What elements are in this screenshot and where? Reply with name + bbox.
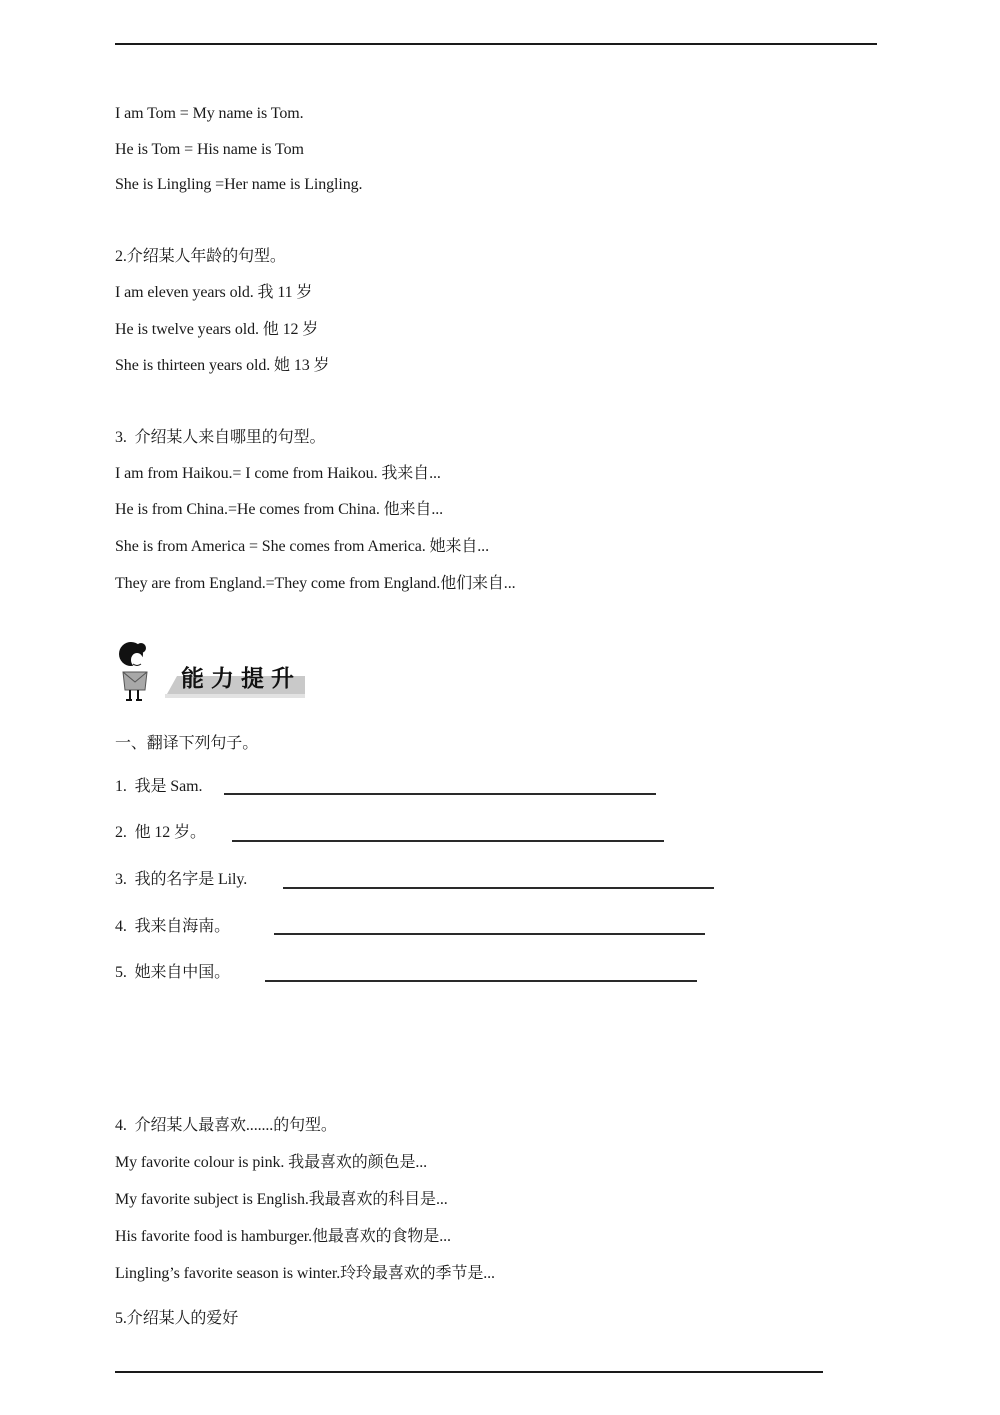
- favorite-line-3: His favorite food is hamburger.他最喜欢的食物是...: [115, 1228, 451, 1245]
- favorite-line-2: My favorite subject is English.我最喜欢的科目是...: [115, 1191, 448, 1208]
- exercise-heading: 一、翻译下列句子。: [115, 735, 259, 752]
- name-line-1: I am Tom = My name is Tom.: [115, 105, 304, 122]
- exercise-prompt-4: 4. 我来自海南。: [115, 918, 231, 935]
- hobby-heading: 5.介绍某人的爱好: [115, 1310, 239, 1327]
- name-line-3: She is Lingling =Her name is Lingling.: [115, 176, 363, 193]
- age-line-1: I am eleven years old. 我 11 岁: [115, 284, 313, 301]
- from-line-1: I am from Haikou.= I come from Haikou. 我来自...: [115, 465, 441, 482]
- exercise-prompt-1: 1. 我是 Sam.: [115, 778, 203, 795]
- from-line-4: They are from England.=They come from England.他们来自...: [115, 575, 516, 592]
- banner-title: 能力提升: [181, 666, 301, 692]
- answer-blank-5[interactable]: [265, 980, 697, 982]
- exercise-prompt-5: 5. 她来自中国。: [115, 964, 231, 981]
- answer-blank-2[interactable]: [232, 840, 664, 842]
- girl-reading-icon: [115, 640, 155, 704]
- age-heading: 2.介绍某人年龄的句型。: [115, 248, 286, 265]
- footer-rule: [115, 1371, 823, 1373]
- favorite-heading: 4. 介绍某人最喜欢.......的句型。: [115, 1117, 337, 1134]
- header-rule: [115, 43, 877, 45]
- favorite-line-1: My favorite colour is pink. 我最喜欢的颜色是...: [115, 1154, 428, 1171]
- name-line-2: He is Tom = His name is Tom: [115, 141, 304, 158]
- answer-blank-3[interactable]: [283, 887, 714, 889]
- age-line-3: She is thirteen years old. 她 13 岁: [115, 357, 330, 374]
- from-heading: 3. 介绍某人来自哪里的句型。: [115, 429, 326, 446]
- banner-underline: [165, 694, 305, 698]
- answer-blank-4[interactable]: [274, 933, 705, 935]
- exercise-prompt-2: 2. 他 12 岁。: [115, 824, 206, 841]
- from-line-3: She is from America = She comes from America. 她来自...: [115, 538, 489, 555]
- from-line-2: He is from China.=He comes from China. 他来自...: [115, 501, 444, 518]
- answer-blank-1[interactable]: [224, 793, 656, 795]
- ability-banner: [115, 640, 315, 705]
- age-line-2: He is twelve years old. 他 12 岁: [115, 321, 319, 338]
- favorite-line-4: Lingling’s favorite season is winter.玲玲最喜欢的季节是...: [115, 1265, 495, 1282]
- exercise-prompt-3: 3. 我的名字是 Lily.: [115, 871, 248, 888]
